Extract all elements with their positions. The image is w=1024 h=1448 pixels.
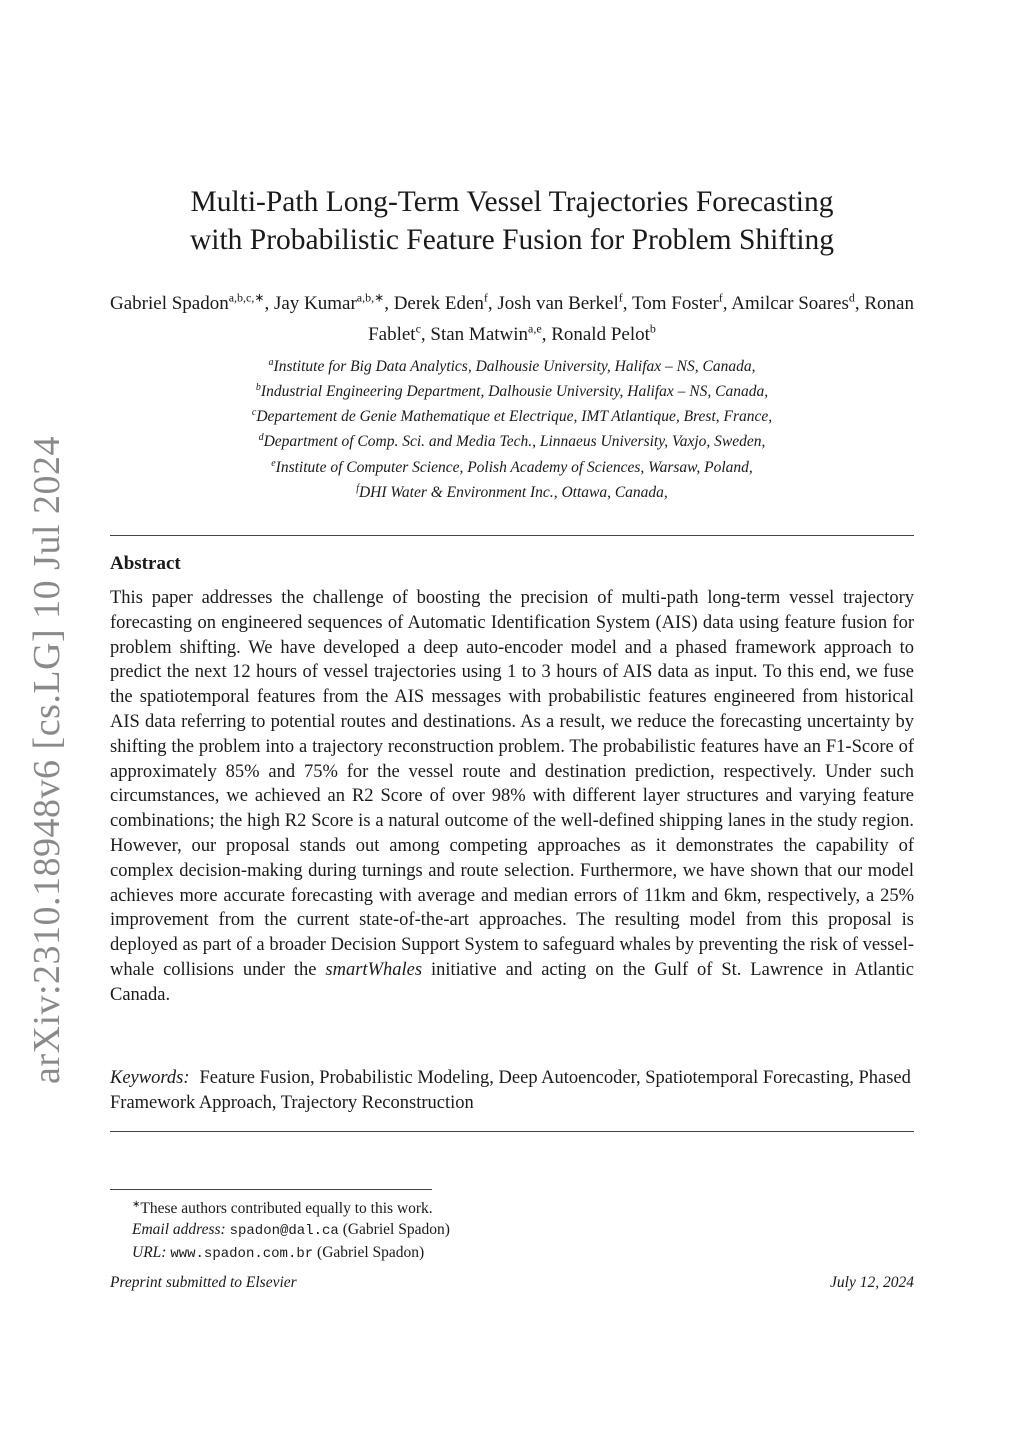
abstract-text-main: This paper addresses the challenge of boosting the precision of multi-path long-term vessel trajectory forecasting on engineered sequences of Automatic Identification System (AIS) data using feature fusion for problem shifting. We have developed a deep auto-encoder model and a phased framework approach to predict the next 12 hours of vessel trajectories using 1 to 3 hours of AIS data as input. To this end, we fuse the spatiotemporal features from the AIS messages with probabilistic features engineered from historical AIS data referring to potential routes and destinations. As a result, we reduce the forecasting uncertainty by shifting the problem into a trajectory reconstruction problem. The probabilistic features have an F1-Score of approximately 85% and 75% for the vessel route and destination prediction, respectively. Under such circumstances, we achieved an R2 Score of over 98% with different layer structures and varying feature combinations; the high R2 Score is a natural outcome of the well-defined shipping lanes in the study region. However, our proposal stands out among competing approaches as it demonstrates the capability of complex decision-making during turnings and route selection. Furthermore, we have shown that our model achieves more accurate forecasting with average and median errors of 11km and 6km, respectively, a 25% improvement from the current state-of-the-art approaches. The resulting model from this proposal is deployed as part of a broader Decision Support System to safeguard whales by preventing the risk of vessel-whale collisions under the bbox=[110, 588, 914, 980]
author bbox=[731, 293, 864, 314]
author bbox=[110, 293, 274, 314]
author bbox=[551, 321, 656, 345]
url-owner: (Gabriel Spadon) bbox=[317, 1244, 425, 1262]
affiliation-list bbox=[110, 352, 914, 503]
author-name: Jay Kumar bbox=[273, 293, 357, 315]
submission-date: July 12, 2024 bbox=[830, 1274, 914, 1291]
keywords-text: Feature Fusion, Probabilistic Modeling, Deep Autoencoder, Spatiotemporal Forecasting, Phased Framework Approach, Trajectory Reconstruction bbox=[110, 1068, 911, 1113]
author-name: Ronald Pelot bbox=[551, 323, 650, 345]
author bbox=[394, 293, 498, 314]
top-divider bbox=[110, 535, 914, 536]
preprint-note: Preprint submitted to Elsevier bbox=[110, 1274, 297, 1291]
author-name: Tom Foster bbox=[631, 293, 719, 315]
footnote-url bbox=[132, 1242, 450, 1265]
author-affiliation-marks: f bbox=[718, 291, 723, 305]
keywords-label: Keywords: bbox=[110, 1068, 190, 1088]
author-separator: , bbox=[541, 323, 552, 345]
author-separator: , bbox=[264, 293, 274, 315]
abstract-text-end: initiative and acting on the Gulf of St. Lawrence in Atlantic Canada. bbox=[110, 959, 914, 1005]
abstract-heading: Abstract bbox=[110, 553, 181, 574]
author-separator: , bbox=[487, 293, 498, 315]
bottom-divider bbox=[110, 1131, 914, 1132]
author-name: Derek Eden bbox=[393, 293, 484, 315]
affiliation-text: Department of Comp. Sci. and Media Tech., Linnaeus University, Vaxjo, Sweden, bbox=[263, 433, 766, 451]
email-owner: (Gabriel Spadon) bbox=[342, 1221, 450, 1239]
author bbox=[497, 293, 632, 314]
author-name: Josh van Berkel bbox=[497, 293, 619, 315]
affiliation-mark: b bbox=[255, 382, 261, 394]
affiliation bbox=[110, 402, 914, 427]
author-name: Stan Matwin bbox=[430, 323, 529, 345]
author-affiliation-marks: f bbox=[483, 291, 488, 305]
paper-title bbox=[110, 183, 914, 259]
email-link[interactable]: spadon@dal.ca bbox=[229, 1223, 339, 1240]
affiliation bbox=[110, 427, 914, 452]
affiliation bbox=[110, 453, 914, 478]
url-link[interactable]: www.spadon.com.br bbox=[170, 1246, 314, 1263]
email-label: Email address: bbox=[132, 1221, 226, 1239]
affiliation-mark: c bbox=[251, 407, 257, 419]
affiliation bbox=[110, 478, 914, 503]
initiative-name: smartWhales bbox=[325, 959, 423, 980]
affiliation-text: Industrial Engineering Department, Dalhousie University, Halifax – NS, Canada, bbox=[260, 383, 769, 401]
abstract-text bbox=[110, 586, 914, 1008]
affiliation-mark: a bbox=[268, 357, 274, 368]
author-affiliation-marks: b bbox=[649, 321, 656, 336]
arxiv-identifier: arXiv:2310.18948v6 [cs.LG] 10 Jul 2024 bbox=[26, 435, 68, 1085]
affiliation-text: Departement de Genie Mathematique et Electrique, IMT Atlantique, Brest, France, bbox=[256, 408, 773, 426]
author-separator: , bbox=[384, 293, 394, 315]
affiliation-text: DHI Water & Environment Inc., Ottawa, Canada, bbox=[358, 483, 668, 501]
title-line-1: Multi-Path Long-Term Vessel Trajectories Forecasting bbox=[190, 186, 834, 218]
affiliation-mark: f bbox=[356, 482, 359, 494]
footnote-equal-text: These authors contributed equally to this work. bbox=[140, 1200, 433, 1218]
affiliation bbox=[110, 352, 914, 377]
affiliation-mark: d bbox=[258, 432, 264, 444]
author-name: Ronan Fablet bbox=[368, 293, 914, 345]
author-affiliation-marks: f bbox=[618, 291, 623, 305]
footnotes bbox=[132, 1194, 450, 1265]
affiliation-mark: e bbox=[271, 457, 276, 469]
affiliation-text: Institute for Big Data Analytics, Dalhousie University, Halifax – NS, Canada, bbox=[273, 358, 756, 376]
author-separator: , bbox=[622, 293, 632, 315]
author-affiliation-marks: a,b,∗ bbox=[356, 291, 385, 305]
author-affiliation-marks: a,b,c,∗ bbox=[228, 291, 265, 305]
author-affiliation-marks: c bbox=[415, 321, 421, 336]
author-affiliation-marks: a,e bbox=[528, 321, 542, 336]
affiliation bbox=[110, 377, 914, 402]
author-separator: , bbox=[420, 323, 431, 345]
author bbox=[430, 321, 552, 345]
affiliation-text: Institute of Computer Science, Polish Academy of Sciences, Warsaw, Poland, bbox=[275, 458, 753, 476]
author-separator: , bbox=[722, 293, 732, 315]
author bbox=[632, 293, 731, 314]
title-line-2: with Probabilistic Feature Fusion for Problem Shifting bbox=[189, 224, 835, 256]
url-label: URL: bbox=[132, 1244, 167, 1262]
author-list bbox=[110, 286, 914, 347]
author bbox=[274, 293, 394, 314]
author-affiliation-marks: d bbox=[848, 291, 855, 305]
author-name: Gabriel Spadon bbox=[110, 293, 229, 315]
author-name: Amilcar Soares bbox=[731, 293, 849, 315]
footnote-divider bbox=[110, 1189, 432, 1190]
footnote-equal-contribution bbox=[132, 1194, 450, 1219]
footnote-mark: ∗ bbox=[132, 1199, 141, 1210]
keywords bbox=[110, 1066, 914, 1116]
author-separator: , bbox=[854, 293, 865, 315]
footnote-email bbox=[132, 1219, 450, 1242]
